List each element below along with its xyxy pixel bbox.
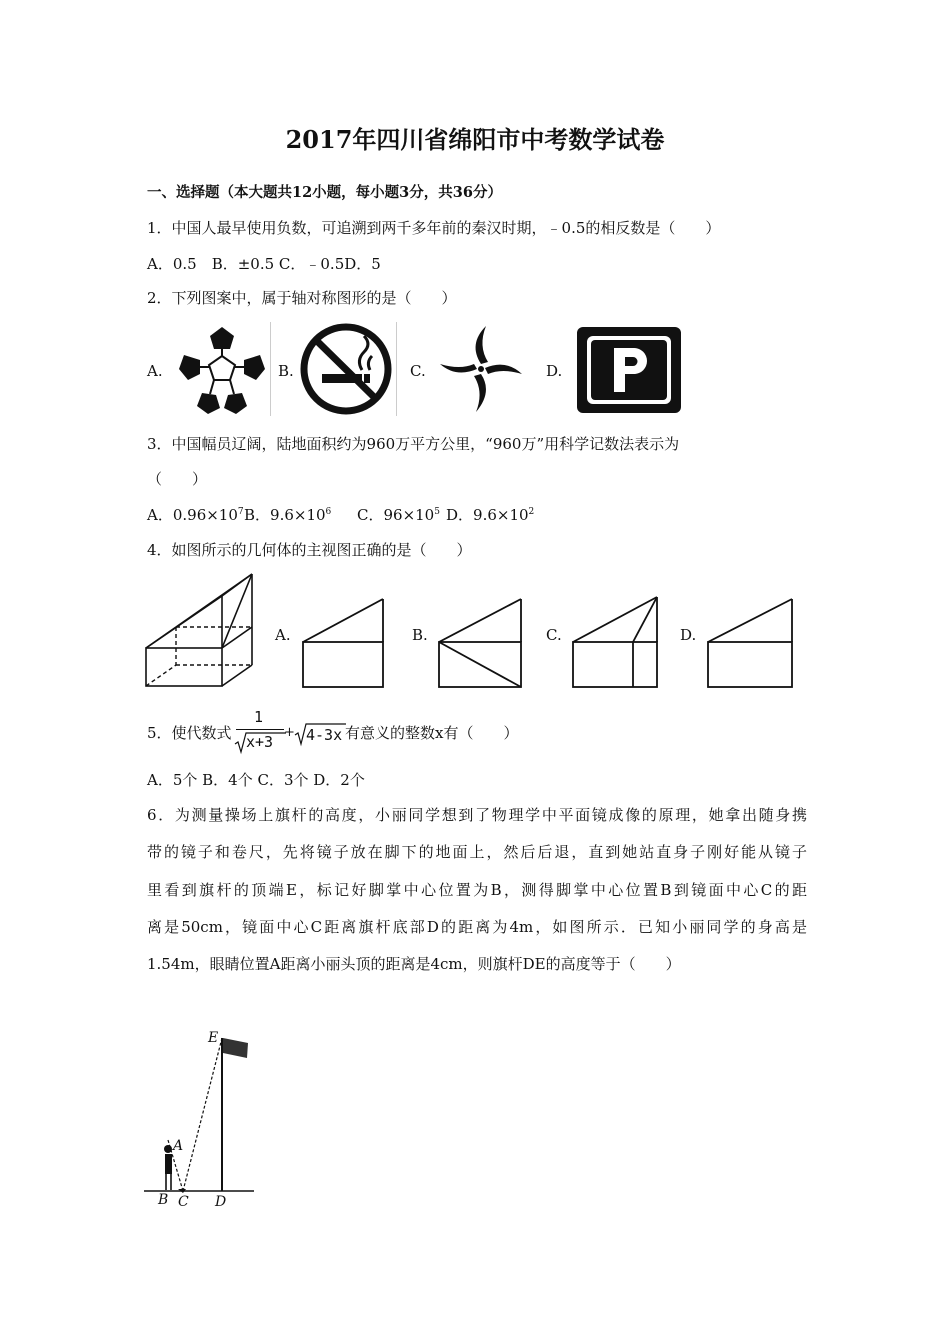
q3-option-a: A．$0.96\times 10^7$ bbox=[147, 506, 244, 524]
fig-label-c: C bbox=[178, 1194, 189, 1210]
q2-label-b: B. bbox=[278, 362, 294, 380]
q4-label-b: B. bbox=[412, 626, 428, 644]
question-6-line-4: 离是50cm，镜面中心C距离旗杆底部D的距离为4m，如图所示．已知小丽同学的身高是 bbox=[147, 918, 807, 936]
divider bbox=[396, 322, 397, 416]
question-5-options: A．5个 B．4个 C．3个 D．2个 bbox=[147, 771, 365, 789]
q4-option-b-figure bbox=[436, 596, 524, 690]
solid-figure bbox=[140, 572, 268, 690]
question-6-line-3: 里看到旗杆的顶端E，标记好脚掌中心位置为B，测得脚掌中心位置B到镜面中心C的距 bbox=[147, 881, 807, 899]
question-3-stem: 3．中国幅员辽阔，陆地面积约为960万平方公里，“960万”用科学记数法表示为 bbox=[147, 435, 680, 453]
question-6-line-2: 带的镜子和卷尺，先将镜子放在脚下的地面上，然后后退，直到她站直身子刚好能从镜子 bbox=[147, 843, 807, 861]
q5-radical bbox=[294, 722, 346, 746]
q3-option-c: C．$96\times 10^5$ bbox=[357, 506, 440, 524]
section-heading: 一、选择题（本大题共12小题，每小题3分，共36分） bbox=[147, 184, 502, 201]
parking-sign-icon bbox=[576, 326, 682, 414]
fig-label-b: B bbox=[158, 1192, 169, 1208]
q2-label-a: A. bbox=[147, 362, 163, 380]
q3-option-b: B．$9.6\times 10^6$ bbox=[244, 506, 332, 524]
q2-label-c: C. bbox=[410, 362, 426, 380]
no-smoking-icon bbox=[300, 322, 396, 416]
q5-fraction bbox=[232, 710, 286, 754]
q5-numerator: 1 bbox=[254, 708, 264, 726]
fig-label-e: E bbox=[208, 1030, 219, 1046]
q4-label-a: A. bbox=[275, 626, 291, 644]
q4-option-a-figure bbox=[300, 596, 386, 690]
divider bbox=[270, 322, 271, 416]
question-6-line-5: 1.54m，眼睛位置A距离小丽头顶的距离是4cm，则旗杆DE的高度等于（ ） bbox=[147, 955, 681, 973]
fig-label-d: D bbox=[215, 1194, 227, 1210]
q4-option-d-figure bbox=[705, 596, 795, 690]
question-5-prefix: 5．使代数式 bbox=[147, 724, 232, 742]
q4-label-d: D. bbox=[680, 626, 697, 644]
question-1-options: A．0.5 B．±0.5 C．﹣0.5D．5 bbox=[147, 255, 381, 273]
q2-label-d: D. bbox=[546, 362, 563, 380]
question-2-stem: 2．下列图案中，属于轴对称图形的是（ ） bbox=[147, 289, 457, 307]
q5-denominator: x+3 bbox=[246, 733, 274, 751]
question-6-line-1: 6．为测量操场上旗杆的高度，小丽同学想到了物理学中平面镜成像的原理，她拿出随身携 bbox=[147, 806, 807, 824]
question-3-stem-cont: （ ） bbox=[147, 470, 208, 488]
soccer-ball-icon bbox=[172, 322, 272, 417]
fraction-bar bbox=[236, 729, 284, 730]
pinwheel-icon bbox=[438, 324, 524, 414]
q4-label-c: C. bbox=[546, 626, 562, 644]
question-1-stem: 1．中国人最早使用负数，可追溯到两千多年前的秦汉时期，﹣0.5的相反数是（ ） bbox=[147, 219, 721, 237]
flagpole-figure bbox=[140, 1026, 258, 1212]
q3-option-d: D．$9.6\times 10^2$ bbox=[446, 506, 535, 524]
fig-label-a: A bbox=[173, 1138, 184, 1154]
q5-plus: + bbox=[284, 725, 295, 740]
question-4-stem: 4．如图所示的几何体的主视图正确的是（ ） bbox=[147, 541, 472, 559]
q5-radicand: 4-3x bbox=[306, 726, 343, 744]
page-title: 2017年四川省绵阳市中考数学试卷 bbox=[285, 125, 665, 154]
q4-option-c-figure bbox=[570, 594, 660, 690]
question-5-suffix: 有意义的整数x有（ ） bbox=[345, 724, 519, 742]
